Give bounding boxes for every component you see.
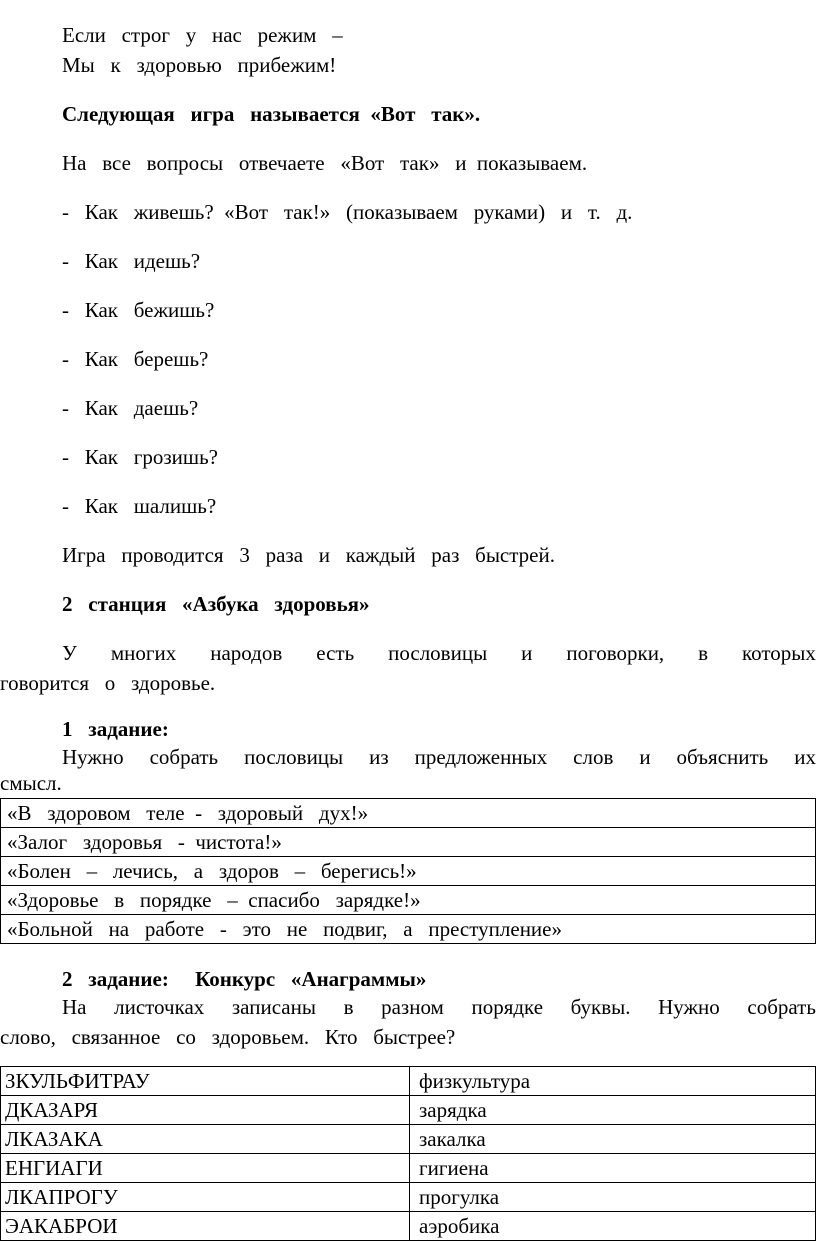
question-item: - Как даешь? <box>62 396 199 420</box>
game-instruction: На все вопросы отвечаете «Вот так» и показываем. <box>62 151 588 175</box>
task1-text-line-2: смысл. <box>0 771 62 795</box>
table-row <box>1 1096 816 1125</box>
table-row <box>1 886 816 915</box>
scrambled-word-cell: ЕНГИАГИ <box>1 1154 410 1183</box>
game-rule: Игра проводится 3 раза и каждый раз быстрей. <box>62 543 555 567</box>
station-heading: 2 станция «Азбука здоровья» <box>62 592 370 616</box>
station-intro-line-1: У многих народов есть пословицы и поговорки, в которых <box>62 641 816 665</box>
scrambled-word-cell: ДКАЗАРЯ <box>1 1096 410 1125</box>
anagrams-table <box>0 1066 816 1241</box>
question-item: - Как идешь? <box>62 249 201 273</box>
task1-heading: 1 задание: <box>62 717 169 741</box>
table-row <box>1 857 816 886</box>
question-item: - Как грозишь? <box>62 445 218 469</box>
poem-line-1: Если строг у нас режим – <box>62 23 343 47</box>
proverb-cell: «В здоровом теле - здоровый дух!» <box>1 799 816 828</box>
answer-cell: гигиена <box>410 1154 816 1183</box>
proverbs-table <box>0 798 816 944</box>
answer-cell: аэробика <box>410 1212 816 1241</box>
answer-cell: прогулка <box>410 1183 816 1212</box>
proverb-cell: «Залог здоровья - чистота!» <box>1 828 816 857</box>
table-row <box>1 915 816 944</box>
table-row <box>1 1183 816 1212</box>
answer-cell: зарядка <box>410 1096 816 1125</box>
proverb-cell: «Здоровье в порядке – спасибо зарядке!» <box>1 886 816 915</box>
station-intro-line-2: говорится о здоровье. <box>0 671 216 695</box>
table-row <box>1 1154 816 1183</box>
question-item: - Как живешь? «Вот так!» (показываем руками) и т. д. <box>62 200 633 224</box>
question-item: - Как бежишь? <box>62 298 215 322</box>
proverb-cell: «Болен – лечись, а здоров – берегись!» <box>1 857 816 886</box>
proverb-cell: «Больной на работе - это не подвиг, а преступление» <box>1 915 816 944</box>
table-row <box>1 1067 816 1096</box>
table-row <box>1 799 816 828</box>
scrambled-word-cell: ЭАКАБРОИ <box>1 1212 410 1241</box>
task1-text-line-1: Нужно собрать пословицы из предложенных слов и объяснить их <box>62 745 816 769</box>
scrambled-word-cell: ЛКАПРОГУ <box>1 1183 410 1212</box>
table-row <box>1 828 816 857</box>
table-row <box>1 1125 816 1154</box>
scrambled-word-cell: ЗКУЛЬФИТРАУ <box>1 1067 410 1096</box>
task2-heading: 2 задание: Конкурс «Анаграммы» <box>62 967 427 991</box>
scrambled-word-cell: ЛКАЗАКА <box>1 1125 410 1154</box>
table-row <box>1 1212 816 1241</box>
answer-cell: физкультура <box>410 1067 816 1096</box>
question-item: - Как берешь? <box>62 347 209 371</box>
task2-text-line-2: слово, связанное со здоровьем. Кто быстрее? <box>0 1025 456 1049</box>
task2-text-line-1: На листочках записаны в разном порядке буквы. Нужно собрать <box>62 995 816 1019</box>
answer-cell: закалка <box>410 1125 816 1154</box>
question-item: - Как шалишь? <box>62 494 217 518</box>
game-heading: Следующая игра называется «Вот так». <box>62 102 481 126</box>
poem-line-2: Мы к здоровью прибежим! <box>62 53 337 77</box>
